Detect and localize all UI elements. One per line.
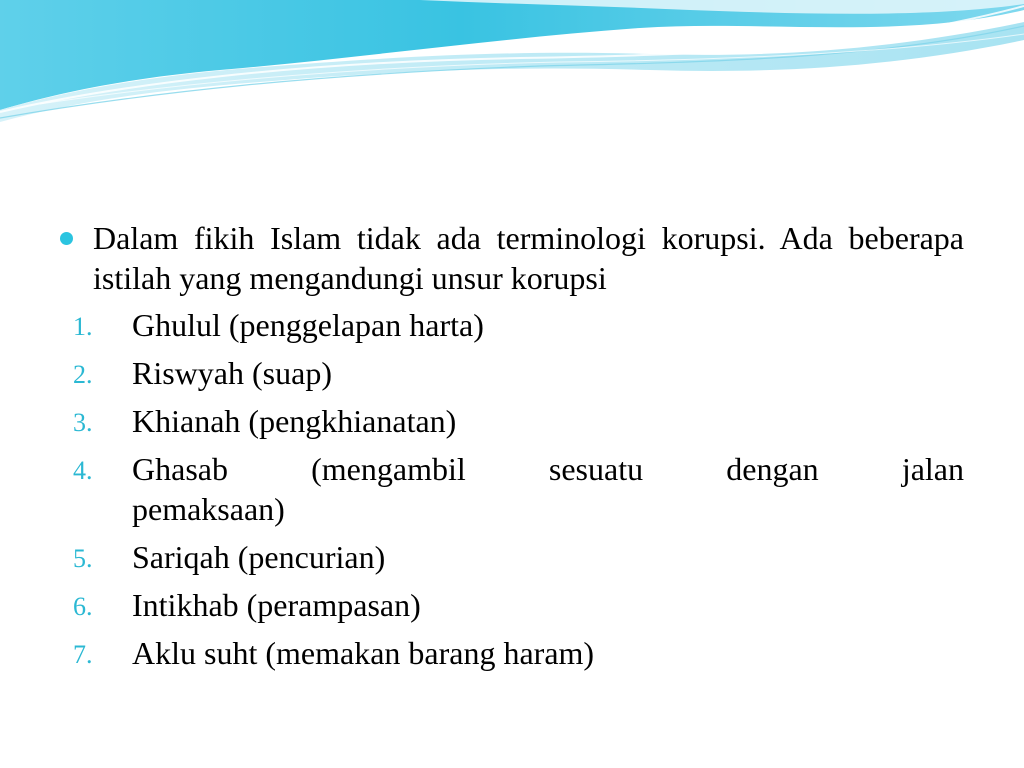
list-number: 3.	[73, 408, 93, 437]
content-area	[60, 218, 964, 681]
list-item	[60, 633, 964, 673]
list-item-text: Riswyah (suap)	[132, 355, 332, 391]
list-number: 7.	[73, 640, 93, 669]
list-number: 1.	[73, 312, 93, 341]
list-item	[60, 401, 964, 441]
list-item	[60, 585, 964, 625]
intro-text: Dalam fikih Islam tidak ada terminologi korupsi. Ada beberapa istilah yang mengandungi unsur korupsi	[93, 220, 964, 296]
list-item-text: Intikhab (perampasan)	[132, 587, 421, 623]
list-item-text-line2: pemaksaan)	[132, 491, 285, 527]
intro-bullet	[60, 218, 964, 298]
list-item	[60, 449, 964, 529]
round-bullet-icon	[60, 232, 73, 245]
list-item	[60, 537, 964, 577]
list-number: 4.	[73, 456, 93, 485]
list-item-text: Sariqah (pencurian)	[132, 539, 386, 575]
list-number: 6.	[73, 592, 93, 621]
list-number: 2.	[73, 360, 93, 389]
numbered-list	[60, 305, 964, 673]
list-item-text: Aklu suht (memakan barang haram)	[132, 635, 595, 671]
list-item	[60, 305, 964, 345]
list-item-text: Khianah (pengkhianatan)	[132, 403, 457, 439]
list-item-text-line1: Ghasab (mengambil sesuatu dengan jalan	[132, 451, 964, 487]
list-number: 5.	[73, 544, 93, 573]
header-wave-decoration	[0, 0, 1024, 130]
list-item	[60, 353, 964, 393]
list-item-text: Ghulul (penggelapan harta)	[132, 307, 484, 343]
